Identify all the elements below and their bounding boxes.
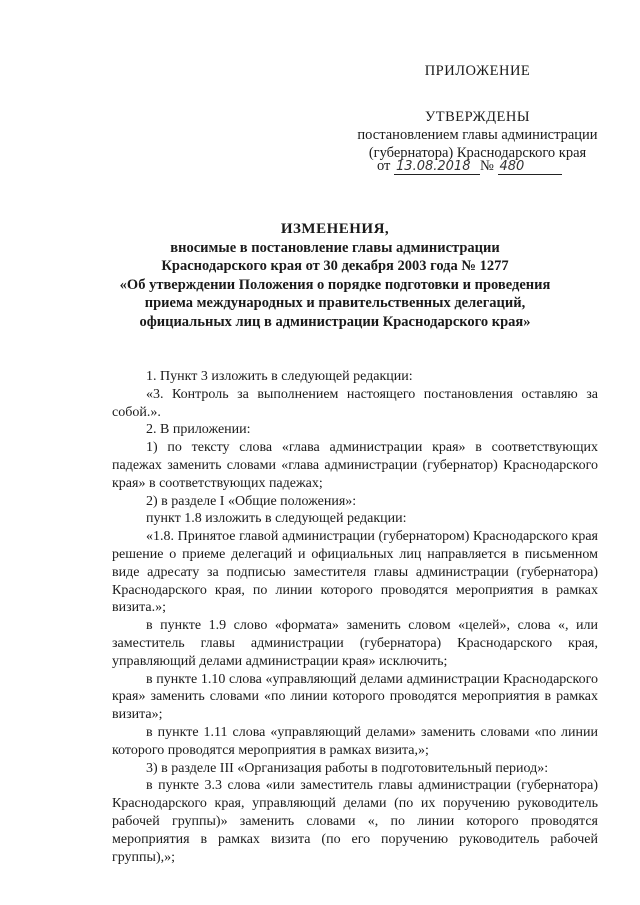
- title-line-4: приема международных и правительственных делегаций,: [144, 295, 526, 311]
- title-line-2: Краснодарского края от 30 декабря 2003 года № 1277: [161, 258, 509, 274]
- paragraph: 2) в разделе I «Общие положения»:: [146, 493, 357, 509]
- paragraph: 2. В приложении:: [146, 422, 251, 438]
- paragraph: «1.8. Принятое главой администрации (губернатором) Краснодарского края решение о приеме делегаций и официальных лиц направляется в письменном виде адресату за подписью заместителя главы администрации (губернатора) Краснодарского края, по линии которого проводятся мероприятия в рамках визита.»;: [112, 529, 598, 616]
- paragraph: в пункте 1.11 слова «управляющий делами» заменить словами «по линии которого проводятся мероприятия в рамках визита,»;: [112, 724, 598, 758]
- title-line-5: официальных лиц в администрации Краснодарского края»: [139, 313, 531, 330]
- document-body: [112, 368, 598, 866]
- paragraph: 1. Пункт 3 изложить в следующей редакции:: [146, 369, 413, 384]
- paragraph: пункт 1.8 изложить в следующей редакции:: [146, 511, 407, 527]
- paragraph: в пункте 1.10 слова «управляющий делами администрации Краснодарского края» заменить словами «по линии которого проводятся мероприятия в рамках визита»;: [112, 671, 598, 723]
- appendix-label: ПРИЛОЖЕНИЕ: [424, 63, 531, 79]
- resolution-line-2: (губернатора) Краснодарского края: [368, 145, 587, 161]
- title-line-1: вносимые в постановление главы администрации: [170, 239, 500, 256]
- paragraph: в пункте 3.3 слова «или заместитель главы администрации (губернатора) Краснодарского края, управляющий делами (по их поручению руководитель рабочей группы)» заменить словами «, по линии которого проводятся мероприятия в рамках визита (по его поручению руководитель рабочей группы),»;: [112, 778, 598, 865]
- paragraph: 3) в разделе III «Организация работы в подготовительный период»:: [146, 760, 549, 776]
- paragraph: «3. Контроль за выполнением настоящего постановления оставляю за собой.».: [112, 386, 598, 420]
- title-line-3: «Об утверждении Положения о порядке подготовки и проведения: [119, 276, 551, 293]
- title-main: ИЗМЕНЕНИЯ,: [280, 221, 390, 237]
- handwritten-date: 13.08.2018: [394, 159, 480, 175]
- approved-label: УТВЕРЖДЕНЫ: [424, 109, 531, 125]
- date-number-line: [377, 158, 562, 175]
- number-sign: №: [480, 158, 494, 174]
- document-title: [100, 220, 570, 331]
- paragraph: в пункте 1.9 слово «формата» заменить словом «целей», слова «, или заместитель главы администрации (губернатора) Краснодарского края, управляющий делами администрации края» исключить;: [112, 618, 598, 669]
- resolution-text: [350, 126, 605, 162]
- handwritten-number: 480: [498, 159, 562, 175]
- resolution-line-1: постановлением главы администрации: [357, 127, 598, 143]
- date-prefix: от: [377, 158, 391, 174]
- paragraph: 1) по тексту слова «глава администрации края» в соответствующих падежах заменить словами «глава администрации (губернатор) Краснодарского края» в соответствующих падежах;: [112, 440, 598, 491]
